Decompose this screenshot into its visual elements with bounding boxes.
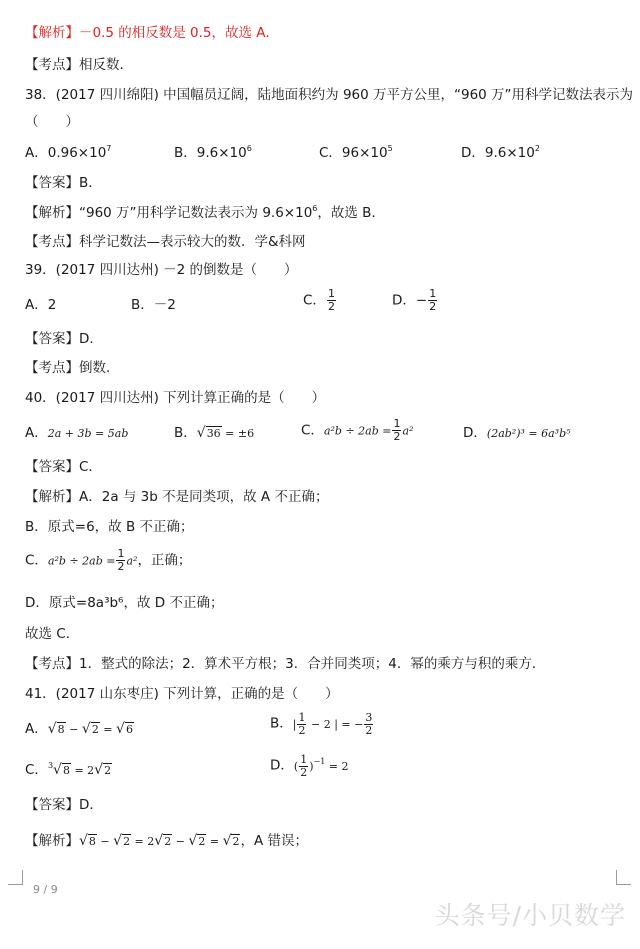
q40-analysis-a: 【解析】A．2a 与 3b 不是同类项，故 A 不正确； <box>25 489 329 505</box>
q40-analysis-b: B．原式=6，故 B 不正确； <box>25 519 194 535</box>
q38-analysis: 【解析】“960 万”用科学记数法表示为 $9.6\times 10^6$，故选 B． <box>25 204 385 221</box>
q41-stem: 41．(2017 山东枣庄) 下列计算，正确的是（ ） <box>25 686 339 702</box>
q41-answer: 【答案】D． <box>25 797 103 813</box>
q38-point: 【考点】科学记数法—表示较大的数．学&科网 <box>25 234 306 250</box>
q38-stem: 38．(2017 四川绵阳) 中国幅员辽阔，陆地面积约为 960 万平方公里，“960 万”用科学记数法表示为 <box>25 87 634 103</box>
q40-point: 【考点】1．整式的除法；2．算术平方根；3．合并同类项；4．幂的乘方与积的乘方． <box>25 656 546 672</box>
q40-option-b: B．√36 = ±6 <box>174 425 255 441</box>
q40-option-a: A．2a + 3b = 5ab <box>25 425 129 441</box>
q39-stem: 39．(2017 四川达州) －2 的倒数是（ ） <box>25 262 298 278</box>
q39-option-a: A．2 <box>25 297 57 313</box>
q39-answer: 【答案】D． <box>25 331 103 347</box>
q40-conclusion: 故选 C． <box>25 626 80 642</box>
q41-option-d: D．( $\frac{1}{2}$ )$^{-1}$ = 2 <box>270 753 349 779</box>
q38-paren: （ ） <box>25 114 79 130</box>
analysis-line: 【解析】－0.5 的相反数是 0.5，故选 A． <box>25 25 280 41</box>
q38-option-b: B．$9.6\times 10^6$ <box>174 144 252 161</box>
q40-analysis-d: D．原式=8a³b⁶，故 D 不正确； <box>25 595 224 611</box>
corner-mark-left <box>8 870 23 885</box>
q40-stem: 40．(2017 四川达州) 下列计算正确的是（ ） <box>25 390 326 406</box>
q40-option-d: D．(2ab²)³ = 6a³b⁵ <box>463 425 571 441</box>
q38-option-d: D．$9.6\times 10^2$ <box>461 144 540 161</box>
q40-option-c: C．a²b ÷ 2ab = $\frac{1}{2}$ a² <box>301 417 414 443</box>
point-line: 【考点】相反数． <box>25 57 133 73</box>
q38-answer: 【答案】B． <box>25 175 102 191</box>
q40-answer: 【答案】C． <box>25 459 102 475</box>
q40-analysis-c: C．a²b ÷ 2ab = $\frac{1}{2}$ a²，正确； <box>25 547 192 573</box>
q39-option-c: C． $\frac{1}{2}$ <box>303 287 335 313</box>
q41-option-c: C．$^3$√8 = 2√2 <box>25 761 112 778</box>
watermark: 头条号/小贝数学 <box>434 901 626 930</box>
page-number: 9 / 9 <box>33 883 58 896</box>
q41-option-b: B．| $\frac{1}{2}$ − 2 | = − $\frac{3}{2}$ <box>270 711 373 737</box>
q41-option-a: A．√8 − √2 = √6 <box>25 721 133 737</box>
q39-point: 【考点】倒数． <box>25 360 120 376</box>
q39-option-d: D．− $\frac{1}{2}$ <box>392 287 437 313</box>
q38-option-a: A．$0.96\times 10^7$ <box>25 144 112 161</box>
q38-option-c: C．$96\times 10^5$ <box>319 144 393 161</box>
q41-analysis: 【解析】√8 − √2 = 2√2 − √2 = √2，A 错误； <box>25 833 309 849</box>
q39-option-b: B．－2 <box>131 297 176 313</box>
corner-mark-right <box>616 870 631 885</box>
